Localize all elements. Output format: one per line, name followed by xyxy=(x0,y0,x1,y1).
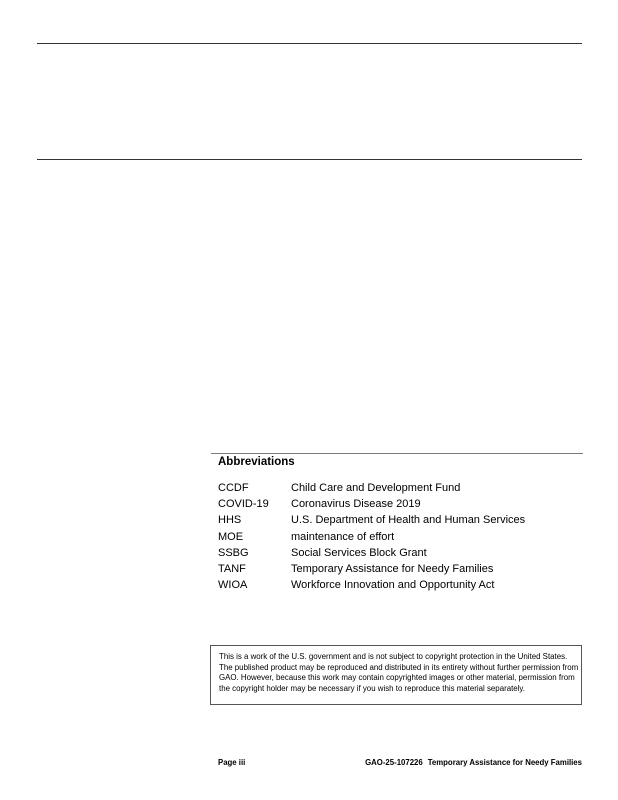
abbreviation-term: MOE xyxy=(218,530,244,543)
abbreviation-definition: Coronavirus Disease 2019 xyxy=(291,498,421,511)
report-footer xyxy=(365,758,582,767)
abbreviation-row xyxy=(218,480,583,496)
abbreviations-heading: Abbreviations xyxy=(218,456,295,468)
abbreviation-term: CCDF xyxy=(218,482,249,494)
copyright-notice: This is a work of the U.S. government and is not subject to copyright protection in the United States. The published product may be reproduced and distributed in its entirety without further permission from GAO. However, because this work may contain copyrighted images or other material, permission from the copyright holder may be necessary if you wish to reproduce this material separately. xyxy=(210,645,582,705)
abbreviation-row xyxy=(218,545,583,561)
abbreviation-term: WIOA xyxy=(218,579,248,592)
abbreviation-row xyxy=(218,529,583,545)
page-number: Page iii xyxy=(218,758,246,767)
report-title: Temporary Assistance for Needy Families xyxy=(427,758,582,767)
top-divider xyxy=(37,43,582,44)
abbreviation-definition: Child Care and Development Fund xyxy=(291,482,461,494)
abbreviation-row xyxy=(218,561,583,577)
report-number: GAO-25-107226 xyxy=(365,758,423,767)
abbreviation-definition: Workforce Innovation and Opportunity Act xyxy=(291,579,495,592)
abbreviations-divider xyxy=(211,453,583,454)
abbreviation-term: COVID-19 xyxy=(218,498,269,511)
abbreviations-list xyxy=(218,480,583,593)
abbreviation-definition: U.S. Department of Health and Human Services xyxy=(291,514,526,527)
abbreviation-term: TANF xyxy=(218,562,246,575)
abbreviation-row xyxy=(218,577,583,593)
abbreviation-definition: maintenance of effort xyxy=(291,530,395,543)
abbreviation-definition: Social Services Block Grant xyxy=(291,546,427,559)
header-divider xyxy=(37,159,582,160)
abbreviation-row xyxy=(218,496,583,512)
abbreviation-term: SSBG xyxy=(218,546,249,559)
abbreviation-row xyxy=(218,512,583,528)
abbreviation-definition: Temporary Assistance for Needy Families xyxy=(291,562,494,575)
abbreviation-term: HHS xyxy=(218,514,242,527)
